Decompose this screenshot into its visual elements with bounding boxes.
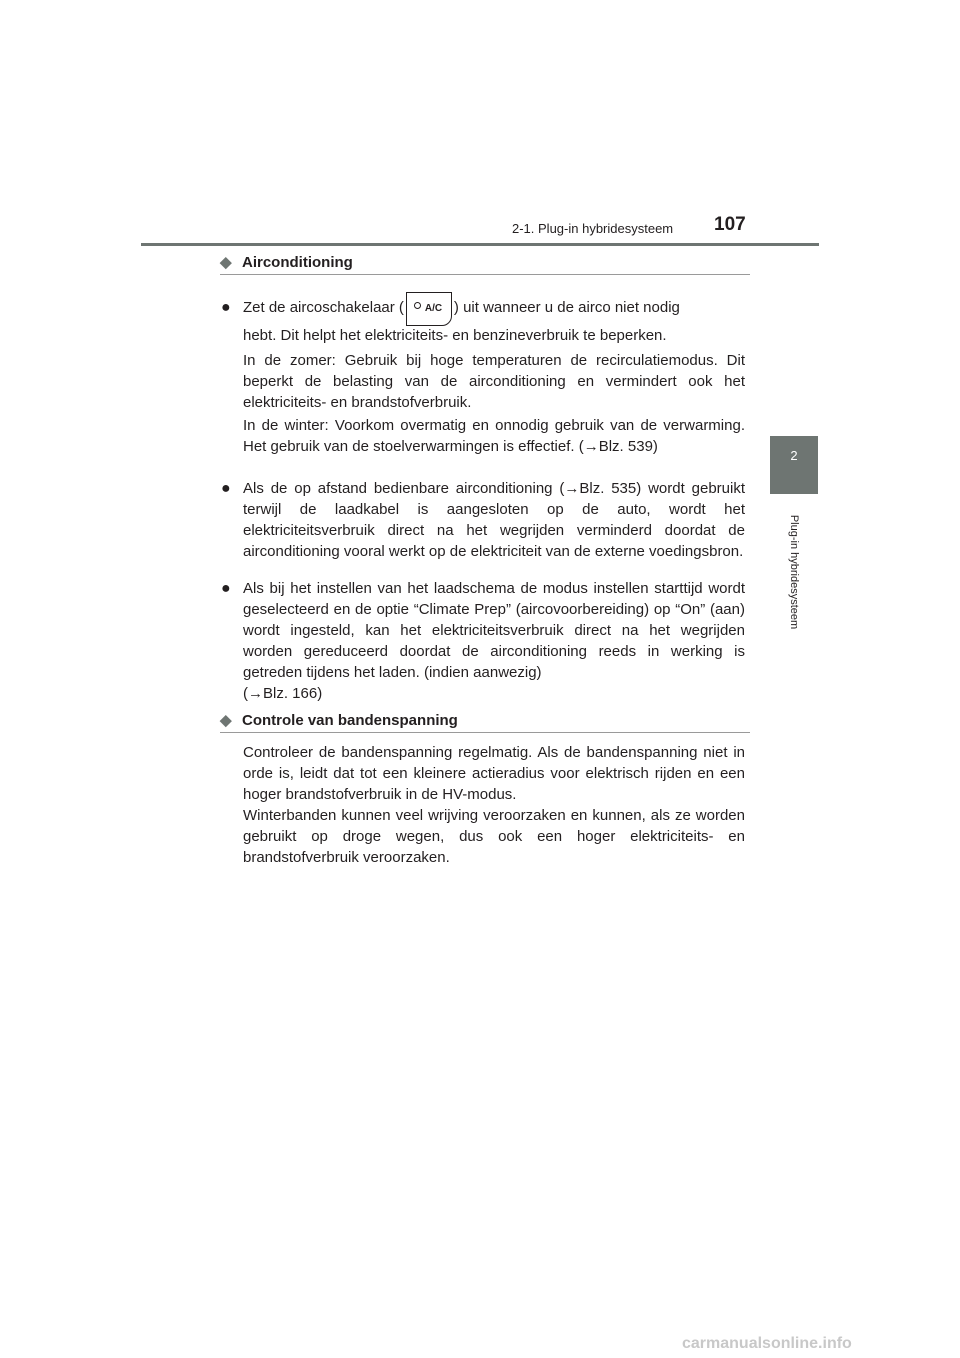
chapter-tab	[770, 436, 818, 494]
text-fragment: Zet de aircoschakelaar (	[243, 299, 404, 316]
ac-button-icon	[406, 292, 452, 326]
page-reference: (→Blz. 166)	[243, 685, 323, 702]
header-divider	[141, 243, 819, 246]
paragraph-summer: In de zomer: Gebruik bij hoge temperaturen de recirculatiemodus. Dit beperkt de belasting van de airconditioning en vermindert ook het elektriciteits- en brandstofverbruik.	[243, 352, 745, 411]
chapter-number: 2	[790, 448, 798, 463]
section-title: 2-1. Plug-in hybridesysteem	[512, 221, 674, 236]
chapter-label: Plug-in hybridesysteem	[788, 514, 800, 630]
watermark: carmanualsonline.info	[682, 1335, 852, 1352]
paragraph-winter: In de winter: Voorkom overmatig en onnodig gebruik van de verwarming. Het gebruik van de stoelverwarmingen is effectief. (→Blz. 539)	[243, 417, 745, 455]
indicator-dot-icon	[414, 302, 421, 309]
bullet-icon: ●	[221, 480, 231, 497]
bullet-icon: ●	[221, 299, 231, 316]
bullet-paragraph-remote-ac: Als de op afstand bedienbare airconditioning (→Blz. 535) wordt gebruikt terwijl de laadkabel is aangesloten op de auto, wordt het elektriciteitsverbruik direct na het wegrijden verminderd doordat de airconditioning vooral werkt op de elektriciteit van de externe voedingsbron.	[243, 480, 745, 560]
paragraph: hebt. Dit helpt het elektriciteits- en benzineverbruik te beperken.	[243, 327, 667, 344]
section-heading-airconditioning	[220, 253, 750, 275]
paragraph-winter-tires: Winterbanden kunnen veel wrijving veroorzaken en kunnen, als ze worden gebruikt op droge wegen, dus ook een hoger elektriciteits- en brandstofverbruik veroorzaken.	[243, 807, 745, 866]
bullet-icon: ●	[221, 580, 231, 597]
heading-text: Controle van bandenspanning	[242, 712, 458, 729]
diamond-icon: ◆	[220, 254, 232, 271]
paragraph-tire-check: Controleer de bandenspanning regelmatig. Als de bandenspanning niet in orde is, leidt dat tot een kleinere actieradius voor elektrisch rijden en een hoger brandstofverbruik in de HV-modus.	[243, 744, 745, 803]
heading-text: Airconditioning	[242, 254, 353, 271]
diamond-icon: ◆	[220, 712, 232, 729]
text-fragment: ) uit wanneer u de airco niet nodig	[453, 299, 680, 316]
bullet-paragraph-climate-prep: Als bij het instellen van het laadschema de modus instellen starttijd wordt geselecteerd en de optie “Climate Prep” (aircovoorbereiding) op “On” (aan) wordt ingesteld, kan het elektriciteitsverbruik direct na het wegrijden worden gereduceerd doordat de airconditioning reeds in werking is getreden tijdens het laden. (indien aanwezig)	[243, 580, 745, 681]
page-number: 107	[714, 214, 746, 235]
bullet-paragraph-ac-switch	[243, 297, 745, 326]
section-heading-tire-pressure	[220, 711, 750, 733]
ac-button-text: A/C	[424, 303, 443, 314]
